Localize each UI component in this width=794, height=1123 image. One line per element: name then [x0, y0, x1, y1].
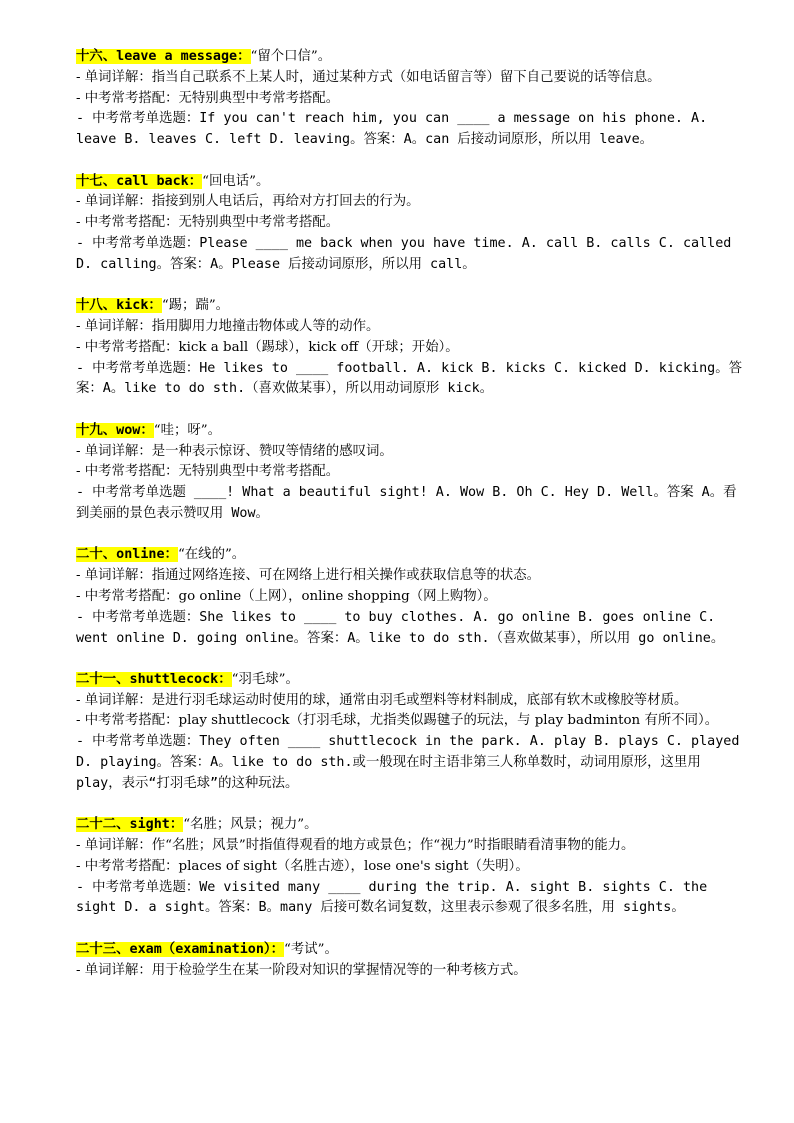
entry-heading: [76, 47, 748, 68]
entry-line: - 中考常考搭配：places of sight（名胜古迹），lose one's sight（失明）。: [76, 858, 529, 874]
entry-line: - 单词详解：指用脚用力地撞击物体或人等的动作。: [76, 318, 380, 334]
entry-meaning: “名胜；风景；视力”。: [183, 817, 318, 833]
entry-heading: [76, 940, 748, 961]
entry-heading: [76, 670, 748, 691]
entry-term: 二十三、exam（examination）：: [76, 941, 284, 957]
entry-term: 二十二、sight：: [76, 817, 184, 833]
entry-19: [76, 421, 748, 525]
entry-line: - 单词详解：指当自己联系不上某人时，通过某种方式（如电话留言等）留下自己要说的话等信息。: [76, 69, 661, 85]
entry-term: 十八、kick：: [76, 298, 162, 314]
entry-line: - 中考常考单选题 ____! What a beautiful sight! A. Wow B. Oh C. Hey D. Well。答案 A。看到美丽的景色表示赞叹用 Wow。: [76, 485, 737, 521]
entry-20: [76, 545, 748, 649]
entry-term: 二十、online：: [76, 547, 178, 563]
entry-line: - 中考常考搭配：无特别典型中考常考搭配。: [76, 215, 340, 231]
entry-line: - 中考常考搭配：kick a ball（踢球），kick off（开球；开始）。: [76, 339, 459, 355]
entry-term: 十六、leave a message：: [76, 49, 251, 64]
entry-line: - 单词详解：用于检验学生在某一阶段对知识的掌握情况等的一种考核方式。: [76, 962, 527, 978]
entry-meaning: “羽毛球”。: [231, 671, 299, 687]
entry-line: - 单词详解：是进行羽毛球运动时使用的球，通常由羽毛或塑料等材料制成，底部有软木或橡胶等材质。: [76, 692, 688, 708]
entry-heading: [76, 421, 748, 442]
entry-meaning: “在线的”。: [177, 547, 246, 563]
entry-line: - 单词详解：指通过网络连接、可在网络上进行相关操作或获取信息等的状态。: [76, 568, 541, 584]
entry-meaning: “踢；踹”。: [161, 298, 230, 314]
entry-meaning: “回电话”。: [202, 173, 270, 189]
entry-18: [76, 296, 748, 400]
entry-term: 十七、call back：: [76, 173, 203, 189]
entry-meaning: “留个口信”。: [250, 49, 332, 64]
entry-line: - 单词详解：是一种表示惊讶、赞叹等情绪的感叹词。: [76, 443, 393, 459]
entry-line: - 中考常考搭配：play shuttlecock（打羽毛球，尤指类似踢毽子的玩法，与 play badminton 有所不同）。: [76, 713, 719, 729]
entry-line: - 中考常考单选题：If you can't reach him, you can ____ a message on his phone. A. leave B. leaves C. left D. leaving。答案：A。can 后接动词原形，所以用 leave。: [76, 111, 708, 148]
entry-term: 十九、wow：: [76, 422, 154, 438]
entry-line: - 中考常考搭配：无特别典型中考常考搭配。: [76, 464, 340, 480]
entry-line: - 中考常考搭配：go online（上网），online shopping（网上购物）。: [76, 588, 497, 604]
entry-heading: [76, 296, 748, 317]
entry-21: [76, 670, 748, 795]
entry-23: [76, 940, 748, 982]
entry-line: - 中考常考单选题：He likes to ____ football. A. kick B. kicks C. kicked D. kicking。答案：A。like to do sth.（喜欢做某事），所以用动词原形 kick。: [76, 360, 742, 397]
entry-heading: [76, 815, 748, 836]
entry-line: - 中考常考单选题：She likes to ____ to buy clothes. A. go online B. goes online C. went online D. going online。答案：A。like to do sth.（喜欢做某事），所以用 go online。: [76, 609, 725, 646]
entry-line: - 中考常考单选题：They often ____ shuttlecock in the park. A. play B. plays C. played D. playing。答案：A。like to do sth.或一般现在时主语非第三人称单数时，动词用原形，这里用 play，表示“打羽毛球”的这种玩法。: [76, 734, 740, 791]
entry-line: - 单词详解：指接到别人电话后，再给对方打回去的行为。: [76, 194, 420, 210]
entry-meaning: “哇；呀”。: [153, 422, 222, 438]
vocabulary-list: [76, 47, 748, 1002]
entry-line: - 中考常考搭配：无特别典型中考常考搭配。: [76, 90, 340, 106]
entry-term: 二十一、shuttlecock：: [76, 671, 232, 687]
entry-meaning: “考试”。: [283, 941, 338, 957]
entry-16: [76, 47, 748, 151]
entry-22: [76, 815, 748, 919]
entry-heading: [76, 172, 748, 193]
entry-line: - 中考常考单选题：We visited many ____ during the trip. A. sight B. sights C. the sight D. a sight。答案：B。many 后接可数名词复数，这里表示参观了很多名胜，用 sights。: [76, 879, 708, 916]
entry-17: [76, 172, 748, 276]
entry-line: - 中考常考单选题：Please ____ me back when you have time. A. call B. calls C. called D. calling。答案：A。Please 后接动词原形，所以用 call。: [76, 235, 732, 272]
entry-line: - 单词详解：作“名胜；风景”时指值得观看的地方或景色；作“视力”时指眼睛看清事物的能力。: [76, 838, 635, 854]
entry-heading: [76, 545, 748, 566]
